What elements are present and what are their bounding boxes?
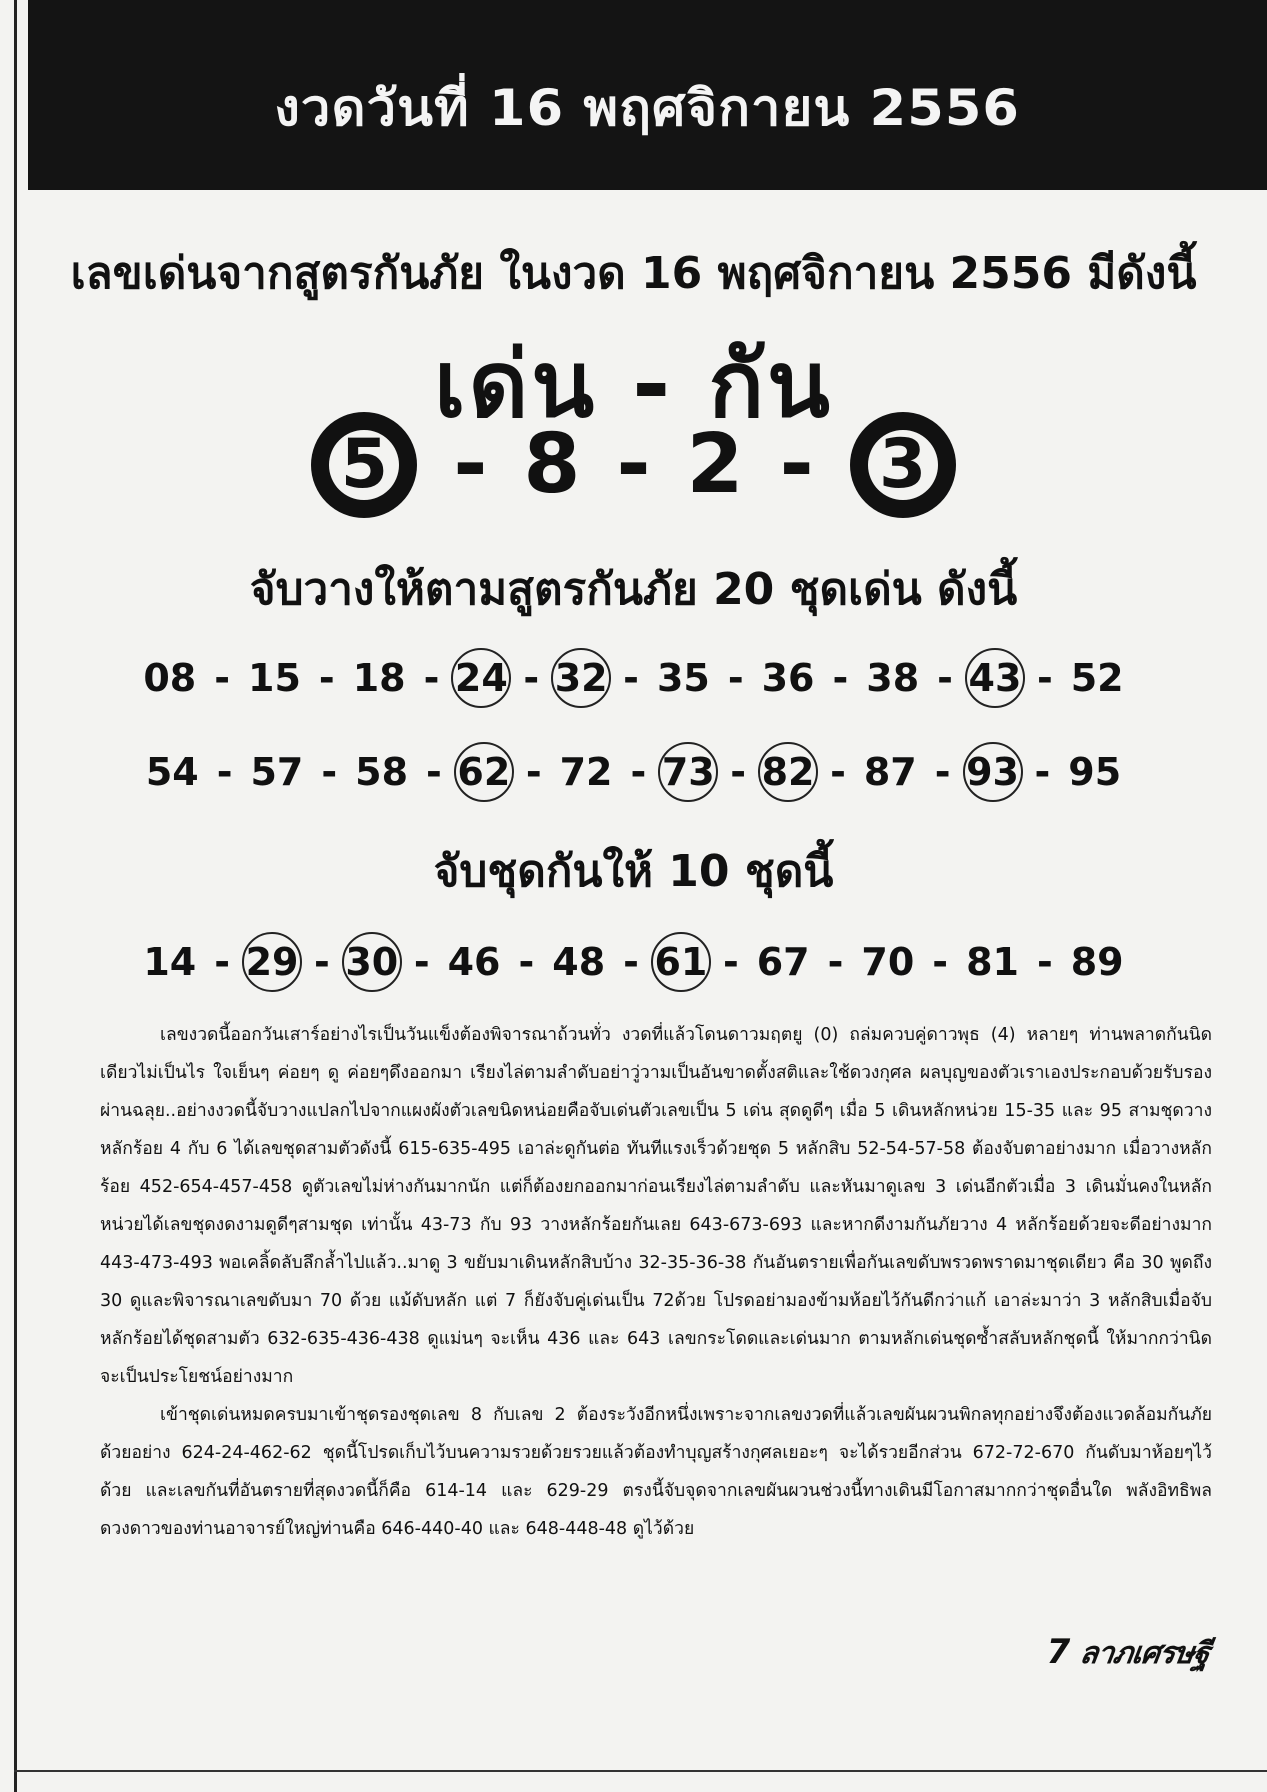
circled-number: 29 — [242, 932, 302, 992]
number: 67 — [756, 940, 810, 984]
sets-row-2 — [0, 740, 1267, 804]
separator-dash: - — [830, 750, 846, 794]
number: 89 — [1070, 940, 1124, 984]
number: 46 — [447, 940, 501, 984]
dash: - — [453, 417, 488, 512]
separator-dash: - — [423, 656, 440, 700]
article-paragraph-1: เลขงวดนี้ออกวันเสาร์อย่างไรเป็นวันแข็งต้องพิจารณาถ้วนทั่ว งวดที่แล้วโดนดาวมฤตยู (0) ถล่มควบคู่ดาวพุธ (4) หลายๆ ท่านพลาดกันนิดเดียวไม่เป็นไร ใจเย็นๆ ค่อยๆ ดู ค่อยๆดึงออกมา เรียงไล่ตามลำดับอย่าวู่วามเป็นอันขาดตั้งสติและใช้ดวงกุศล ผลบุญของตัวเราเองประกอบด้วยรับรองผ่านฉลุย..อย่างงวดนี้จับวางแปลกไปจากแผงผังตัวเลขนิดหน่อยคือจับเด่นตัวเลขเป็น 5 เด่น สุดดูดีๆ เมื่อ 5 เดินหลักหน่วย 15-35 และ 95 สามชุดวางหลักร้อย 4 กับ 6 ได้เลขชุดสามตัวดังนี้ 615-635-495 เอาล่ะดูกันต่อ ทันทีแรงเร็วด้วยชุด 5 หลักสิบ 52-54-57-58 ต้องจับตาอย่างมาก เมื่อวางหลักร้อย 452-654-457-458 ดูตัวเลขไม่ห่างกันมากนัก แต่ก็ต้องยกออกมาก่อนเรียงไล่ตามลำดับ และหันมาดูเลข 3 เด่นอีกตัวเมื่อ 3 เดินมั่นคงในหลักหน่วยได้เลขชุดงดงามดูดีๆสามชุด เท่านั้น 43-73 กับ 93 วางหลักร้อยกันเลย 643-673-693 และหากดีงามกันภัยวาง 4 หลักร้อยด้วยจะดีอย่างมาก 443-473-493 พอเคลิ้ดลับลึกล้ำไปแล้ว..มาดู 3 ขยับมาเดินหลักสิบบ้าง 32-35-36-38 กันอันตรายเพื่อกันเลขดับพรวดพราดมาชุดเดียว คือ 30 พูดถึง 30 ดูและพิจารณาเลขดับมา 70 ด้วย แม้ดับหลัก แต่ 7 ก็ยังจับคู่เด่นเป็น 72ด้วย โปรดอย่ามองข้ามห้อยไว้กันดีกว่าแก้ เอาล่ะมาว่า 3 หลักสิบเมื่อจับหลักร้อยได้ชุดสามตัว 632-635-436-438 ดูแม่นๆ จะเห็น 436 และ 643 เลขกระโดดและเด่นมาก ตามหลักเด่นชุดซ้ำสลับหลักชุดนี้ ให้มากกว่านิดจะเป็นประโยชน์อย่างมาก — [100, 1025, 1212, 1387]
separator-dash: - — [318, 656, 335, 700]
number: 48 — [552, 940, 606, 984]
separator-dash: - — [523, 656, 540, 700]
article-paragraph-2: เข้าชุดเด่นหมดครบมาเข้าชุดรองชุดเลข 8 กับเลข 2 ต้องระวังอีกหนึ่งเพราะจากเลขงวดที่แล้วเลขผันผวนพิกลทุกอย่างจึงต้องแวดล้อมกันภัยด้วยอย่าง 624-24-462-62 ชุดนี้โปรดเก็บไว้บนความรวยด้วยรวยแล้วต้องทำบุญสร้างกุศลเยอะๆ จะได้รวยอีกส่วน 672-72-670 กันดับมาห้อยๆไว้ด้วย และเลขกันที่อันตรายที่สุดงวดนี้ก็คือ 614-14 และ 629-29 ตรงนี้จับจุดจากเลขผันผวนช่วงนี้ทางเดินมีโอกาสมากกว่าชุดอื่นใด พลังอิทธิพลดวงดาวของท่านอาจารย์ใหญ่ท่านคือ 646-440-40 และ 648-448-48 ดูไว้ด้วย — [100, 1405, 1212, 1539]
separator-dash: - — [727, 656, 744, 700]
number: 81 — [966, 940, 1019, 984]
separator-dash: - — [623, 940, 639, 984]
number: 08 — [143, 656, 197, 700]
circled-number: 73 — [658, 742, 718, 802]
circled-number: 24 — [451, 648, 511, 708]
number: 95 — [1068, 750, 1122, 794]
sets-row-1 — [0, 646, 1267, 710]
circled-number: 62 — [454, 742, 514, 802]
separator-dash: - — [1036, 656, 1053, 700]
separator-dash: - — [216, 750, 233, 794]
key-digit-2: 8 — [523, 417, 581, 512]
number: 36 — [761, 656, 815, 700]
subheading-10-sets: จับชุดกันให้ 10 ชุดนี้ — [433, 846, 834, 897]
number: 57 — [250, 750, 304, 794]
number: 38 — [866, 656, 920, 700]
headline: เลขเด่นจากสูตรกันภัย ในงวด 16 พฤศจิกายน 2556 มีดังนี้ — [70, 248, 1197, 299]
circled-number: 61 — [651, 932, 711, 992]
dash: - — [779, 417, 814, 512]
circled-number: 32 — [551, 648, 611, 708]
separator-dash: - — [214, 940, 231, 984]
separator-dash: - — [321, 750, 338, 794]
separator-dash: - — [730, 750, 747, 794]
number: 54 — [145, 750, 199, 794]
separator-dash: - — [518, 940, 535, 984]
separator-dash: - — [314, 940, 330, 984]
separator-dash: - — [932, 940, 949, 984]
number: 52 — [1070, 656, 1124, 700]
circled-number: 82 — [758, 742, 818, 802]
separator-dash: - — [934, 750, 951, 794]
separator-dash: - — [1036, 940, 1053, 984]
number: 58 — [355, 750, 409, 794]
separator-dash: - — [214, 656, 231, 700]
number: 35 — [656, 656, 710, 700]
magazine-logo: ลาภเศรษฐี — [1077, 1636, 1212, 1671]
number: 18 — [352, 656, 406, 700]
separator-dash: - — [937, 656, 953, 700]
separator-dash: - — [832, 656, 849, 700]
dash: - — [616, 417, 651, 512]
separator-dash: - — [623, 656, 639, 700]
circled-number: 93 — [963, 742, 1023, 802]
key-digit-3: 2 — [686, 417, 744, 512]
key-digit-4-circled: 3 — [850, 412, 956, 518]
key-digit-1-circled: 5 — [311, 412, 417, 518]
bottom-border-rule — [14, 1770, 1267, 1772]
page-footer — [1046, 1630, 1212, 1677]
circled-number: 30 — [342, 932, 402, 992]
circled-number: 43 — [965, 648, 1025, 708]
number: 72 — [559, 750, 613, 794]
header-band — [28, 0, 1267, 190]
key-digits-row — [0, 412, 1267, 518]
separator-dash: - — [413, 940, 430, 984]
separator-dash: - — [722, 940, 739, 984]
article-body — [100, 1016, 1212, 1548]
sets-row-3 — [0, 930, 1267, 994]
separator-dash: - — [1034, 750, 1051, 794]
number: 15 — [248, 656, 301, 700]
separator-dash: - — [525, 750, 542, 794]
header-title: งวดวันที่ 16 พฤศจิกายน 2556 — [274, 79, 1021, 137]
separator-dash: - — [827, 940, 844, 984]
big-label: เด่น - กัน — [434, 331, 833, 438]
separator-dash: - — [426, 750, 442, 794]
number: 14 — [143, 940, 197, 984]
subheading-20-sets: จับวางให้ตามสูตรกันภัย 20 ชุดเด่น ดังนี้ — [249, 564, 1018, 615]
separator-dash: - — [630, 750, 647, 794]
number: 87 — [863, 750, 917, 794]
number: 70 — [861, 940, 915, 984]
page-number: 7 — [1046, 1632, 1071, 1672]
